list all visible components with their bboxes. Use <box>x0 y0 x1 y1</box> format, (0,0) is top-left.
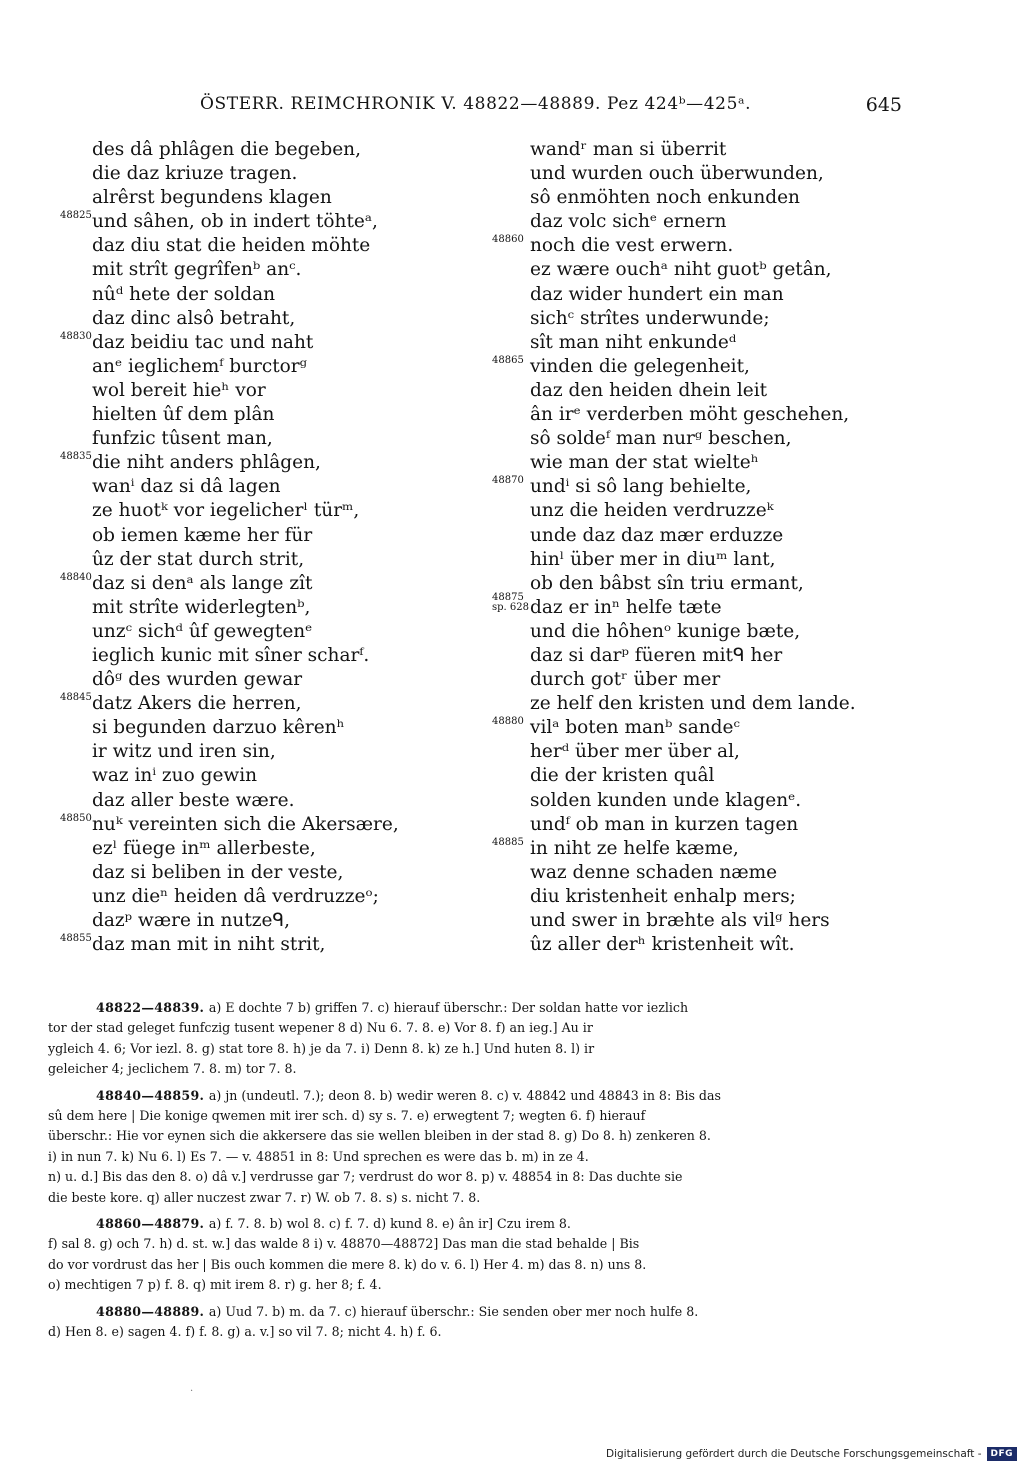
verse-text: diu kristenheit enhalp mers; <box>530 885 796 907</box>
note-block <box>48 1302 893 1343</box>
page-number: 645 <box>865 94 902 116</box>
verse-line <box>60 403 460 427</box>
verse-text: und die hôhenᵒ kunige bæte, <box>530 620 801 642</box>
verse-line <box>492 644 892 668</box>
verse-line <box>492 789 892 813</box>
verse-line <box>492 475 892 499</box>
verse-text: nuᵏ vereinten sich die Akersære, <box>92 813 399 835</box>
verse-text: funfzic tûsent man, <box>92 428 273 450</box>
verse-text: und swer in bræhte als vilᵍ hers <box>530 910 830 931</box>
verse-line <box>60 885 460 909</box>
verse-line <box>492 138 892 162</box>
verse-line <box>492 307 892 331</box>
verse-line <box>492 885 892 909</box>
verse-text: und sâhen, ob in indert töhteᵃ, <box>92 211 378 233</box>
verse-line <box>492 572 892 596</box>
dfg-logo: DFG <box>987 1447 1017 1461</box>
verse-text: vinden die gelegenheit, <box>530 355 750 377</box>
note-text: a) E dochte 7 b) griffen 7. c) hierauf überschr.: Der soldan hatte vor iezlich <box>208 1000 689 1015</box>
note-line: d) Hen 8. e) sagen 4. f) f. 8. g) a. v.] so vil 7. 8; nicht 4. h) f. 6. <box>48 1324 442 1340</box>
left-verse-column <box>60 138 460 957</box>
line-number: 48840 <box>60 571 92 583</box>
note-range: 48860—48879. <box>96 1216 205 1232</box>
verse-text: waz inⁱ zuo gewin <box>92 765 258 787</box>
verse-line <box>60 427 460 451</box>
verse-text: hielten ûf dem plân <box>92 404 275 426</box>
verse-line <box>492 524 892 548</box>
verse-line <box>60 379 460 403</box>
note-block <box>48 1086 893 1208</box>
verse-text: wol bereit hieʰ vor <box>92 379 266 401</box>
verse-text: ze huotᵏ vor iegelicherˡ türᵐ, <box>92 500 360 522</box>
line-number: 48885 <box>492 836 524 848</box>
note-line: tor der stad geleget funfczig tusent wepener 8 d) Nu 6. 7. 8. e) Vor 8. f) an ieg.] Au ir <box>48 1020 593 1036</box>
line-number: 48830 <box>60 330 92 342</box>
verse-text: sît man niht enkundeᵈ <box>530 331 737 353</box>
verse-text: hinˡ über mer in diuᵐ lant, <box>530 548 776 570</box>
verse-text: sô enmöhten noch enkunden <box>530 187 800 209</box>
verse-line <box>60 499 460 523</box>
verse-text: die der kristen quâl <box>530 765 715 787</box>
verse-line <box>60 716 460 740</box>
note-range: 48822—48839. <box>96 1000 205 1015</box>
note-line: i) in nun 7. k) Nu 6. l) Es 7. — v. 48851 in 8: Und sprechen es were das b. m) in ze 4. <box>48 1148 589 1164</box>
note-line: geleicher 4; jeclichem 7. 8. m) tor 7. 8. <box>48 1061 297 1077</box>
verse-text: die daz kriuze tragen. <box>92 163 298 185</box>
verse-text: dôᵍ des wurden gewar <box>92 669 303 691</box>
verse-line <box>60 909 460 933</box>
note-range: 48880—48889. <box>96 1303 205 1319</box>
page-speck: . <box>190 1383 194 1394</box>
note-block <box>48 1214 893 1296</box>
verse-text: unzᶜ sichᵈ ûf gewegtenᵉ <box>92 620 313 642</box>
verse-text: daz man mit in niht strit, <box>92 934 326 956</box>
verse-line <box>492 909 892 933</box>
verse-line <box>60 789 460 813</box>
note-line: überschr.: Hie vor eynen sich die akkersere das sie wellen bleiben in der stad 8. g) Do 8. h) zenkeren 8. <box>48 1128 711 1144</box>
digitization-footer <box>606 1447 1017 1461</box>
verse-line <box>60 475 460 499</box>
verse-text: nûᵈ hete der soldan <box>92 283 276 305</box>
verse-text: ez wære ouchᵃ niht guotᵇ getân, <box>530 259 832 281</box>
verse-text: herᵈ über mer über al, <box>530 741 740 763</box>
verse-line <box>492 620 892 644</box>
verse-line <box>60 572 460 596</box>
verse-text: daz si darᵖ füeren mitᑫ her <box>530 644 783 666</box>
verse-text: daz beidiu tac und naht <box>92 331 314 353</box>
verse-text: noch die vest erwern. <box>530 235 734 257</box>
verse-text: daz volc sichᵉ ernern <box>530 211 727 233</box>
verse-line <box>492 210 892 234</box>
verse-text: ân irᵉ verderben möht geschehen, <box>530 404 850 426</box>
line-number: 48825 <box>60 210 92 222</box>
note-text: a) jn (undeutl. 7.); deon 8. b) wedir weren 8. c) v. 48842 und 48843 in 8: Bis das <box>208 1087 721 1103</box>
verse-line <box>492 740 892 764</box>
verse-line <box>492 355 892 379</box>
line-number: 48865 <box>492 354 524 366</box>
line-number: 48835 <box>60 451 92 463</box>
verse-line <box>60 138 460 162</box>
verse-line <box>60 620 460 644</box>
verse-text: daz diu stat die heiden möhte <box>92 235 371 257</box>
verse-line <box>60 331 460 355</box>
verse-line <box>492 861 892 885</box>
verse-line <box>60 162 460 186</box>
note-line: sû dem here | Die konige qwemen mit irer sch. d) sy s. 7. e) erwegtent 7; wegten 6. f) hierauf <box>48 1108 646 1124</box>
verse-text: wanⁱ daz si dâ lagen <box>92 476 281 498</box>
verse-text: sichᶜ strîtes underwunde; <box>530 307 770 329</box>
note-line: ygleich 4. 6; Vor iezl. 8. g) stat tore 8. h) je da 7. i) Denn 8. k) ze h.] Und huten 8. l) ir <box>48 1040 595 1056</box>
footer-text: Digitalisierung gefördert durch die Deutsche Forschungsgemeinschaft - <box>606 1448 982 1460</box>
verse-text: daz wider hundert ein man <box>530 283 784 305</box>
verse-text: undᶠ ob man in kurzen tagen <box>530 813 799 835</box>
verse-line <box>492 668 892 692</box>
verse-line <box>60 524 460 548</box>
note-line: f) sal 8. g) och 7. h) d. st. w.] das walde 8 i) v. 48870—48872] Das man die stad behalde | Bis <box>48 1236 640 1252</box>
verse-line <box>60 740 460 764</box>
verse-line <box>492 499 892 523</box>
verse-text: solden kunden unde klagenᵉ. <box>530 789 802 811</box>
verse-line <box>60 837 460 861</box>
verse-text: daz si beliben in der veste, <box>92 861 344 883</box>
verse-line <box>60 451 460 475</box>
verse-line <box>492 283 892 307</box>
right-verse-column <box>492 138 892 957</box>
note-text: a) Uud 7. b) m. da 7. c) hierauf überschr.: Sie senden ober mer noch hulfe 8. <box>208 1303 699 1319</box>
verse-line <box>492 716 892 740</box>
verse-line <box>492 548 892 572</box>
line-number: 48860 <box>492 234 524 246</box>
verse-text: alrêrst begundens klagen <box>92 187 332 209</box>
verse-line <box>492 933 892 957</box>
line-number: 48855 <box>60 933 92 945</box>
verse-text: anᵉ ieglichemᶠ burctorᵍ <box>92 355 308 377</box>
line-number: 48880 <box>492 716 524 728</box>
verse-line <box>492 427 892 451</box>
verse-text: durch gotʳ über mer <box>530 669 721 691</box>
verse-line <box>60 933 460 957</box>
verse-text: ze helf den kristen und dem lande. <box>530 693 856 715</box>
verse-line <box>60 210 460 234</box>
verse-line <box>492 591 892 620</box>
verse-line <box>60 644 460 668</box>
verse-line <box>492 162 892 186</box>
verse-text: unz die heiden verdruzzeᵏ <box>530 500 774 522</box>
verse-text: daz si denᵃ als lange zît <box>92 572 313 594</box>
verse-line <box>492 379 892 403</box>
verse-text: ob den bâbst sîn triu ermant, <box>530 572 804 594</box>
verse-line <box>60 548 460 572</box>
running-header: ÖSTERR. REIMCHRONIK V. 48822—48889. Pez 424ᵇ—425ᵃ. <box>200 94 752 114</box>
verse-line <box>60 596 460 620</box>
verse-line <box>492 331 892 355</box>
note-line: n) u. d.] Bis das den 8. o) dâ v.] verdrusse gar 7; verdrust do wor 8. p) v. 48854 in 8: Das duchte sie <box>48 1169 683 1185</box>
column-reference: sp. 628 <box>492 601 529 613</box>
note-text: a) f. 7. 8. b) wol 8. c) f. 7. d) kund 8. e) ân ir] Czu irem 8. <box>208 1216 571 1232</box>
verse-line <box>60 861 460 885</box>
verse-line <box>60 307 460 331</box>
line-number: 48870 <box>492 475 524 487</box>
note-line: die beste kore. q) aller nuczest zwar 7. r) W. ob 7. 8. s) s. nicht 7. 8. <box>48 1189 481 1205</box>
critical-apparatus <box>48 998 893 1349</box>
verse-text: datz Akers die herren, <box>92 693 302 715</box>
verse-text: und wurden ouch überwunden, <box>530 163 824 185</box>
note-range: 48840—48859. <box>96 1087 205 1103</box>
verse-line <box>492 837 892 861</box>
verse-text: daz er inⁿ helfe tæte <box>530 596 722 618</box>
verse-text: vilᵃ boten manᵇ sandeᶜ <box>530 717 740 739</box>
verse-text: wie man der stat wielteʰ <box>530 452 759 474</box>
verse-line <box>492 451 892 475</box>
verse-line <box>60 258 460 282</box>
verse-line <box>60 668 460 692</box>
verse-text: sô soldeᶠ man nurᵍ beschen, <box>530 428 792 450</box>
line-number: 48845 <box>60 692 92 704</box>
verse-text: mit strît gegrîfenᵇ anᶜ. <box>92 259 302 281</box>
note-line: do vor vordrust das her | Bis ouch kommen die mere 8. k) do v. 6. l) Her 4. m) das 8. n) uns 8. <box>48 1256 647 1272</box>
verse-line <box>492 813 892 837</box>
verse-line <box>492 186 892 210</box>
verse-text: ob iemen kæme her für <box>92 524 313 546</box>
verse-text: ezˡ füege inᵐ allerbeste, <box>92 837 316 859</box>
verse-line <box>60 764 460 788</box>
verse-text: wandʳ man si überrit <box>530 139 727 160</box>
note-line: o) mechtigen 7 p) f. 8. q) mit irem 8. r) g. her 8; f. 4. <box>48 1277 382 1293</box>
verse-text: unz dieⁿ heiden dâ verdruzzeᵒ; <box>92 885 379 907</box>
verse-line <box>60 692 460 716</box>
verse-text: in niht ze helfe kæme, <box>530 837 739 859</box>
verse-line <box>492 692 892 716</box>
note-block <box>48 998 893 1080</box>
verse-text: des dâ phlâgen die begeben, <box>92 139 361 160</box>
verse-line <box>60 186 460 210</box>
verse-line <box>492 258 892 282</box>
line-number: 48875 sp. 628 <box>492 591 529 613</box>
verse-text: si begunden darzuo kêrenʰ <box>92 717 345 739</box>
verse-text: ûz aller derʰ kristenheit wît. <box>530 934 795 956</box>
verse-text: mit strîte widerlegtenᵇ, <box>92 596 311 618</box>
verse-line <box>60 813 460 837</box>
verse-line <box>60 355 460 379</box>
verse-line <box>492 403 892 427</box>
verse-text: die niht anders phlâgen, <box>92 452 321 474</box>
verse-text: waz denne schaden næme <box>530 861 778 883</box>
verse-text: dazᵖ wære in nutzeᑫ, <box>92 910 290 931</box>
verse-line <box>60 283 460 307</box>
verse-text: daz aller beste wære. <box>92 789 295 811</box>
verse-text: undⁱ si sô lang behielte, <box>530 476 752 498</box>
verse-text: ir witz und iren sin, <box>92 741 276 763</box>
verse-text: ûz der stat durch strit, <box>92 548 305 570</box>
verse-line <box>492 234 892 258</box>
verse-line <box>492 764 892 788</box>
verse-line <box>60 234 460 258</box>
verse-text: ieglich kunic mit sîner scharᶠ. <box>92 644 370 666</box>
verse-text: daz den heiden dhein leit <box>530 379 768 401</box>
verse-text: daz dinc alsô betraht, <box>92 307 296 329</box>
line-number: 48850 <box>60 812 92 824</box>
verse-text: unde daz daz mær erduzze <box>530 524 784 546</box>
